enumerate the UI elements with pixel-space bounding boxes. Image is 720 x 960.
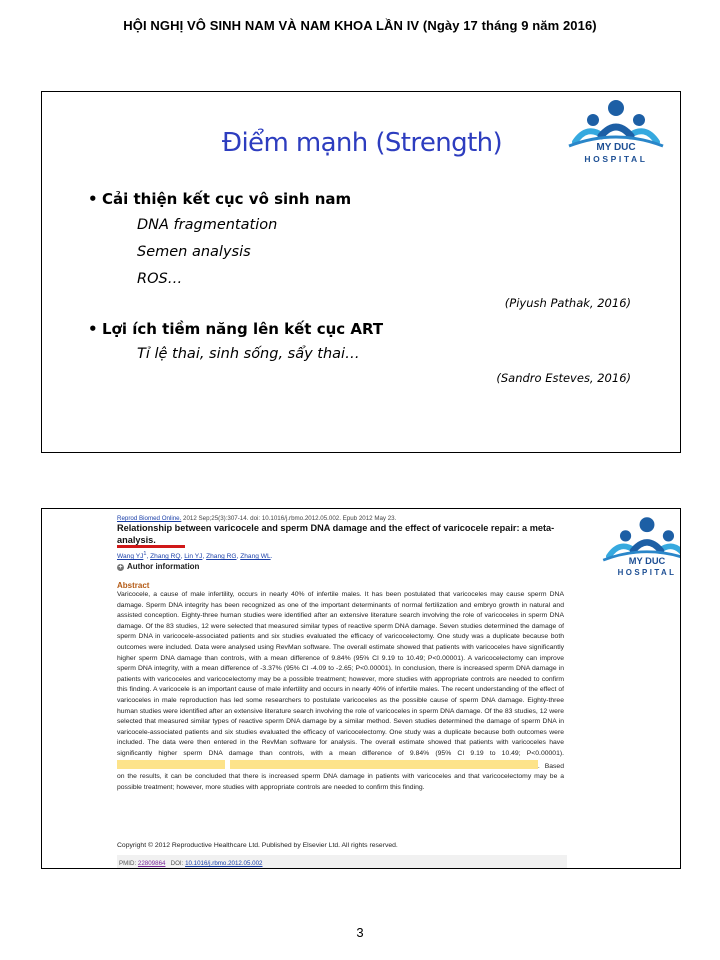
abstract-main: Varicocele, a cause of male infertility, occurs in nearly 40% of infertile males. It has been postulated that varicoceles may cause sperm DNA damage. Sperm DNA integrity has been recognized as one of the important determinants of normal fertilization and embryo growth in natural and assisted conception. Eighty-three human studies were identified after an extensive literature search involving the role of varicoceles in sperm DNA damage. Of the 83 studies, 12 were selected that measured similar types of reactive sperm DNA damage. Seven studies determined the damage of sperm DNA in varicocele-associated patients and six studies evaluated the efficacy of varicocelectomy. One study was a duplicate because both outcomes were included. Data were analysed using RevMan software. The overall estimate showed that patients with varicoceles have significantly higher sperm DNA damage than controls, with a mean difference of 9.84% (95% CI 9.19 to 10.49; P<0.00001). A varicocelectomy can improve sperm DNA integrity, with a mean difference of -3.37% (95% CI -4.09 to -2.65; P<0.00001). In conclusion, there is increased sperm DNA damage in patients with varicoceles and varicocelectomy may be a possible treatment; however, more studies with appropriate controls are needed to confirm this finding. A varicocele is an important cause of male infertility and occurs in nearly 40% of infertile males. The recent understanding of the effect of varicoceles in male reproduction has led some researchers to postulate varicoceles as the possible cause of sperm DNA damage. Eighty-three human studies were identified after an extensive literature search involving the role of varicoceles in sperm DNA damage. Of the 83 studies, 12 were selected that measured similar types of reactive sperm DNA damage by a similar method. Seven studies determined the damage of sperm DNA in varicocele-associated patients and six studies evaluated the efficacy of varicocelectomy. One study was a duplicate because both outcomes were included. The data were then entered in the RevMan software for analysis. The overall estimate showed that patients with varicoceles have significantly higher sperm DNA damage than controls, with a mean difference of 9.84% (95% CI 9.19 to 10.49; P<0.00001).: [117, 591, 564, 757]
paper-title: Relationship between varicocele and sperm DNA damage and the effect of varicocele repair: a meta-analysis.: [117, 523, 555, 545]
logo-text-hospital: HOSPITAL: [617, 568, 677, 578]
journal-link[interactable]: Reprod Biomed Online.: [117, 515, 182, 522]
my-duc-hospital-logo: [592, 515, 681, 585]
bullet-2: [88, 320, 383, 338]
bullet-2-text: Lợi ích tiềm năng lên kết cục ART: [102, 320, 384, 338]
bullet-dot-icon: •: [88, 320, 98, 338]
citation-1: (Piyush Pathak, 2016): [504, 296, 631, 310]
conference-header: HỘI NGHỊ VÔ SINH NAM VÀ NAM KHOA LẦN IV (Ngày 17 tháng 9 năm 2016): [123, 18, 597, 33]
author-information-toggle[interactable]: + Author information: [118, 562, 200, 571]
pmid-doi: PMID: 22809864 DOI: 10.1016/j.rbmo.2012.05.002: [119, 860, 263, 867]
expand-plus-icon: +: [118, 564, 123, 571]
pmid-link[interactable]: 22809864: [137, 860, 166, 867]
doi-link[interactable]: 10.1016/j.rbmo.2012.05.002: [185, 860, 263, 867]
slide-paper-abstract: [41, 508, 681, 869]
highlight-mark: [230, 760, 538, 769]
highlight-mark: [117, 760, 225, 769]
author-link[interactable]: Wang YJ: [117, 553, 144, 561]
sub-item-3: ROS…: [137, 271, 183, 287]
slide-title: Điểm mạnh (Strength): [221, 128, 503, 158]
hospital-logo-graphic: [592, 515, 681, 581]
abstract-tail: . Based on the results, it can be concluded that there is increased sperm DNA damage in patients with varicoceles and that varicocelectomy may be a possible treatment; however, more studies with appropriate controls are needed to confirm this finding.: [117, 762, 564, 791]
logo-text-hospital: HOSPITAL: [584, 154, 648, 164]
author-link[interactable]: Zhang RQ: [150, 553, 181, 561]
red-underline: [117, 545, 185, 548]
journal-citation: Reprod Biomed Online. 2012 Sep;25(3):307-14. doi: 10.1016/j.rbmo.2012.05.002. Epub 2012 May 23.: [117, 515, 397, 522]
abstract-heading: Abstract: [117, 581, 150, 590]
citation-2: (Sandro Esteves, 2016): [496, 371, 631, 385]
logo-text-mydue: MY DUC: [628, 555, 666, 566]
slide-strength: [41, 91, 681, 453]
bullet-1-text: Cải thiện kết cục vô sinh nam: [102, 190, 352, 208]
copyright: Copyright © 2012 Reproductive Healthcare Ltd. Published by Elsevier Ltd. All rights reserved.: [117, 842, 398, 849]
author-link[interactable]: Lin YJ: [184, 553, 203, 561]
bullet-1: [88, 190, 351, 208]
author-link[interactable]: Zhang WL: [240, 553, 271, 561]
abstract-text: [117, 590, 564, 793]
bullet-dot-icon: •: [88, 190, 98, 208]
sub-item-2: Semen analysis: [137, 244, 251, 260]
sub-item-1: DNA fragmentation: [137, 217, 278, 233]
page-number: 3: [356, 925, 364, 940]
author-list: Wang $YJ^1$, Zhang RQ, Lin YJ, Zhang RG, Zhang WL.: [117, 551, 273, 561]
author-link[interactable]: Zhang RG: [206, 553, 237, 561]
sub-item-4: Tỉ lệ thai, sinh sống, sẩy thai…: [137, 346, 360, 362]
logo-text-mydue: MY DUC: [596, 142, 636, 153]
